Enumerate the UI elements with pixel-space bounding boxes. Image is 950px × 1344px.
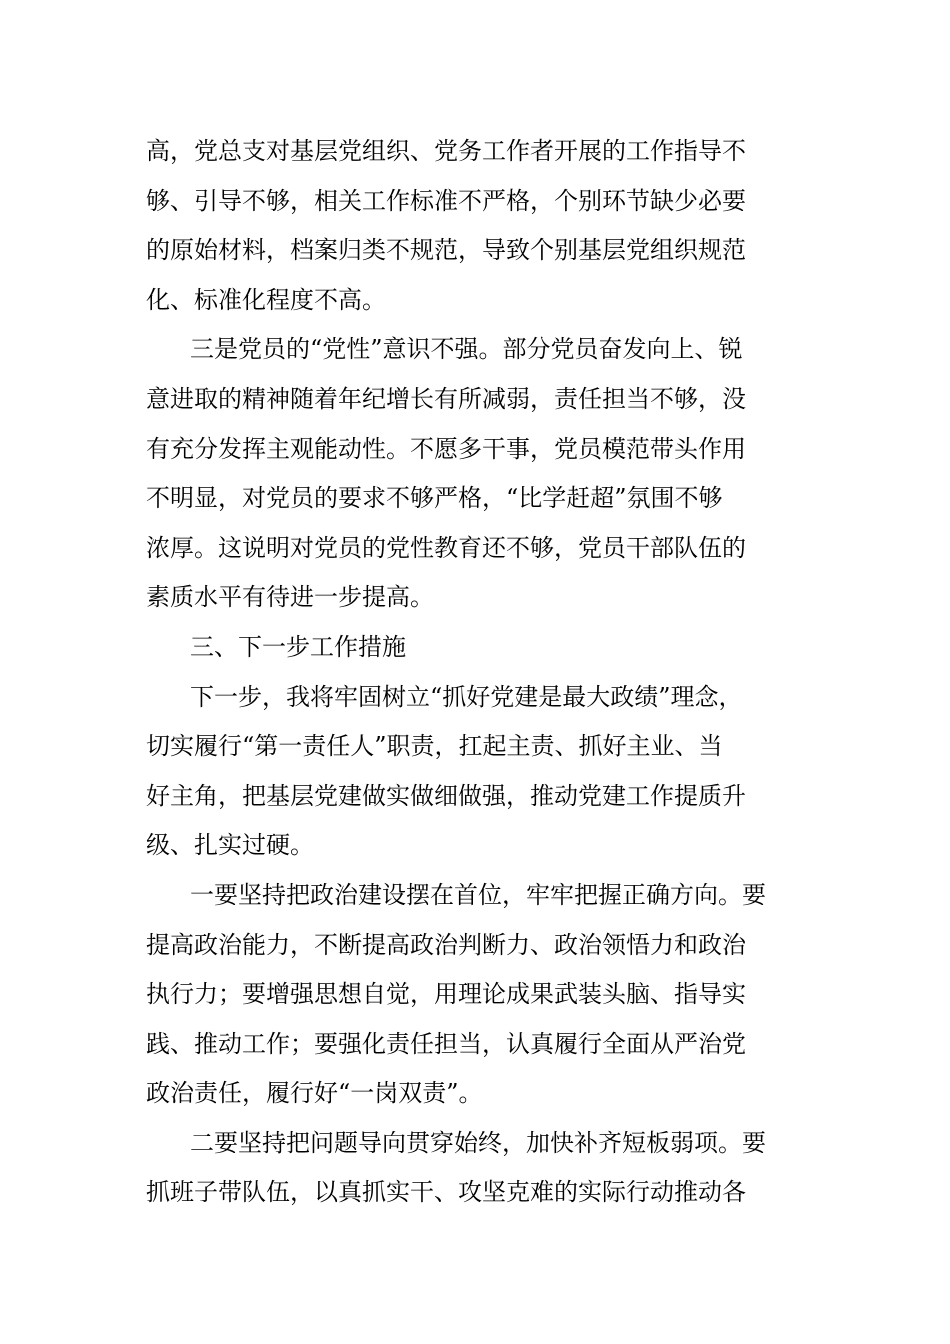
section-heading: 三、下一步工作措施 [190, 632, 406, 661]
text-line: 好主角，把基层党建做实做细做强，推动党建工作提质升 [146, 781, 746, 810]
text-line: 二要坚持把问题导向贯穿始终，加快补齐短板弱项。要 [190, 1128, 766, 1157]
text-line: 的原始材料，档案归类不规范，导致个别基层党组织规范 [146, 236, 746, 265]
text-line: 政治责任，履行好“一岗双责”。 [146, 1079, 483, 1108]
text-line: 不明显，对党员的要求不够严格，“比学赶超”氛围不够 [146, 484, 723, 513]
text-line: 抓班子带队伍，以真抓实干、攻坚克难的实际行动推动各 [146, 1178, 746, 1207]
text-line: 有充分发挥主观能动性。不愿多干事，党员模范带头作用 [146, 434, 746, 463]
text-line: 提高政治能力，不断提高政治判断力、政治领悟力和政治 [146, 930, 746, 959]
text-line: 践、推动工作；要强化责任担当，认真履行全面从严治党 [146, 1029, 746, 1058]
text-line: 化、标准化程度不高。 [146, 285, 386, 314]
document-page [146, 127, 806, 1218]
text-line: 够、引导不够，相关工作标准不严格，个别环节缺少必要 [146, 186, 746, 215]
text-line: 意进取的精神随着年纪增长有所减弱，责任担当不够，没 [146, 384, 746, 413]
text-line: 下一步，我将牢固树立“抓好党建是最大政绩”理念， [190, 682, 743, 711]
text-line: 级、扎实过硬。 [146, 831, 314, 860]
text-line: 切实履行“第一责任人”职责，扛起主责、抓好主业、当 [146, 732, 723, 761]
text-line: 三是党员的“党性”意识不强。部分党员奋发向上、锐 [190, 335, 743, 364]
text-line: 一要坚持把政治建设摆在首位，牢牢把握正确方向。要 [190, 880, 766, 909]
text-line: 浓厚。这说明对党员的党性教育还不够，党员干部队伍的 [146, 533, 746, 562]
text-line: 执行力；要增强思想自觉，用理论成果武装头脑、指导实 [146, 980, 746, 1009]
text-line: 高，党总支对基层党组织、党务工作者开展的工作指导不 [146, 137, 746, 165]
text-line: 素质水平有待进一步提高。 [146, 583, 434, 612]
